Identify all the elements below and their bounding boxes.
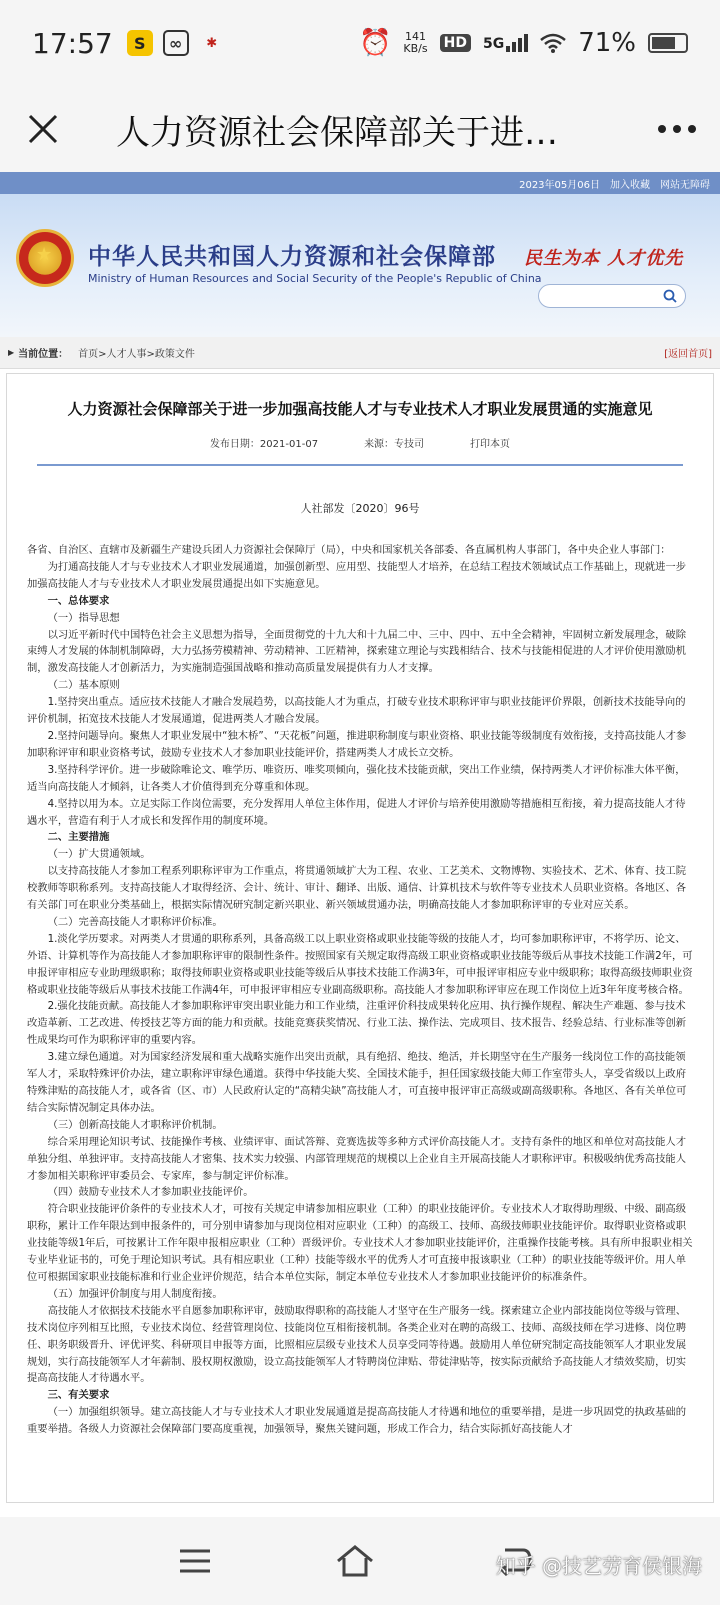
alarm-icon: ⏰	[359, 28, 392, 58]
app-notification-icon: S	[127, 30, 153, 56]
back-home-link[interactable]: [返回首页]	[664, 349, 712, 360]
national-emblem-icon: ★	[16, 229, 74, 287]
more-icon	[657, 124, 697, 134]
web-content	[0, 172, 720, 1517]
home-icon	[335, 1544, 375, 1578]
status-indicators	[359, 28, 688, 58]
article-paragraph: 综合采用理论知识考试、技能操作考核、业绩评审、面试答辩、竞赛选拔等多种方式评价高技能人才。支持有条件的地区和单位对高技能人才单独分组、单独评审。支持高技能人才密集、技术实力较强、内部管理规范的规模以上企业自主开展高技能人才职称评审。积极吸纳优秀高技能人才参加相关职称评审委员会、专家库，参与制定评价标准。	[27, 1135, 686, 1182]
article-title: 人力资源社会保障部关于进一步加强高技能人才与专业技术人才职业发展贯通的实施意见	[67, 400, 653, 418]
article-meta	[37, 435, 683, 466]
app-notification-icon-2: ∞	[163, 30, 189, 56]
article-paragraph: 以支持高技能人才参加工程系列职称评审为工作重点，将贯通领域扩大为工程、农业、工艺美术、文物博物、实验技术、艺术、体育、技工院校教师等职称系列。支持高技能人才取得经济、会计、统计、审计、翻译、出版、通信、计算机技术与软件等专业技术人员职业资格。各地区、各有关部门可在职业分类基础上，根据实际情况研究制定新兴职业、新兴领域贯通办法，明确高技能人才参加职称评审的专业对应关系。	[27, 865, 686, 912]
article-paragraph: （一）加强组织领导。建立高技能人才与专业技术人才职业发展通道是提高高技能人才待遇和地位的重要举措，是进一步巩固党的执政基础的重要举措。各级人力资源社会保障部门要高度重视，加强领导，聚焦关键问题，形成工作合力，结合实际抓好高技能人才	[27, 1406, 686, 1436]
article-body	[27, 542, 693, 1438]
article-paragraph: 4.坚持以用为本。立足实际工作岗位需要，充分发挥用人单位主体作用，促进人才评价与培养使用激励等措施相互衔接，着力提高技能人才待遇水平，营造有利于人才成长和发挥作用的制度环境。	[27, 797, 686, 827]
battery-fill	[652, 37, 675, 49]
page-title: 人力资源社会保障部关于进…	[116, 112, 558, 153]
close-button[interactable]	[0, 86, 86, 172]
article-paragraph: 2.强化技能贡献。高技能人才参加职称评审突出职业能力和工作业绩，注重评价科技成果转化应用、执行操作规程、解决生产难题、参与技术改造革新、工艺改进、传授技艺等方面的能力和贡献。技能竞赛获奖情况、行业工法、操作法、完成项目、技术报告、经验总结、行业标准等创新性成果均可作为职称评审的重要内容。	[27, 1000, 686, 1047]
app-notification-icon-3: ✱	[206, 35, 218, 51]
site-search-input[interactable]	[538, 284, 686, 308]
menu-icon	[178, 1548, 212, 1574]
article-source: 来源：专技司	[364, 439, 425, 450]
article-paragraph: （一）扩大贯通领域。	[47, 848, 151, 861]
location-bar	[0, 337, 720, 369]
hd-badge: HD	[440, 34, 471, 52]
site-top-strip	[0, 172, 720, 194]
article-paragraph: 以习近平新时代中国特色社会主义思想为指导，全面贯彻党的十九大和十九届二中、三中、四中、五中全会精神，牢固树立新发展理念，破除束缚人才发展的体制机制障碍，大力弘扬劳模精神、劳动精神、工匠精神，探索建立理论与实践相结合、技术与技能相促进的人才评价使用激励机制，激发高技能人才创新活力，为实施制造强国战略和推动高质量发展提供有力人才支撑。	[27, 628, 686, 675]
article-paragraph: 符合职业技能评价条件的专业技术人才，可按有关规定申请参加相应职业（工种）的职业技能评价。专业技术人才取得助理级、中级、副高级职称，累计工作年限达到申报条件的，可分别申请参加与现岗位相对应职业（工种）的高级工、技师、高级技师职业技能评价。取得职业资格或职业技能等级1年后，可按累计工作年限申报相应职业（工种）晋级评价。专业技术人才参加职业技能评价，注重操作技能考核。具有所申报职业相关专业毕业证书的，可免于理论知识考试。具有相应职业（工种）技能等级水平的优秀人才可直接申报该职业（工种）的职业技能等级评价。用人单位可根据国家职业技能标准和行业企业评价规范，结合本单位实际，制定本单位专业技术人才参加职业技能评价的标准条件。	[27, 1203, 693, 1283]
site-banner	[0, 194, 720, 337]
article-paragraph: 2.坚持问题导向。聚焦人才职业发展中“独木桥”、“天花板”问题，推进职称制度与职业资格、职业技能等级制度有效衔接，支持高技能人才参加职称评审和职业资格考试，鼓励专业技术人才参加职业技能评价，搭建两类人才成长立交桥。	[27, 729, 687, 759]
signal-icon	[483, 34, 528, 52]
home-button[interactable]	[275, 1517, 435, 1605]
article	[6, 373, 714, 1503]
site-name-en: Ministry of Human Resources and Social Security of the People's Republic of China	[88, 272, 542, 285]
breadcrumb[interactable]: 首页>人才人事>政策文件	[78, 349, 195, 360]
article-paragraph: 1.坚持突出重点。适应技术技能人才融合发展趋势，以高技能人才为重点，打破专业技术职称评审与职业技能评价界限，创新技术技能导向的评价机制，拓宽技术技能人才发展通道，促进两类人才融合发展。	[27, 696, 686, 726]
title-bar	[0, 86, 720, 172]
article-paragraph: 1.淡化学历要求。对两类人才贯通的职称系列，具备高级工以上职业资格或职业技能等级的技能人才，均可参加职称评审，不将学历、论文、外语、计算机等作为高技能人才参加职称评审的限制性条件。按照国家有关规定取得高级工职业资格或职业技能等级后从事技术技能工作满2年，可申报评审相应专业助理级职称；取得技师职业资格或职业技能等级后从事技术技能工作满3年，可申报评审相应专业中级职称；取得高级技师职业资格或职业技能等级后从事技术技能工作满4年，可申报评审相应专业副高级职称。高技能人才参加职称评审应在现工作岗位上近3年年度考核合格。	[27, 932, 693, 996]
article-paragraph: 三、有关要求	[47, 1389, 110, 1402]
wifi-icon	[540, 33, 566, 53]
article-paragraph: （三）创新高技能人才职称评价机制。	[47, 1118, 223, 1131]
article-paragraph: 二、主要措施	[47, 831, 110, 844]
more-button[interactable]	[634, 86, 720, 172]
site-name-cn: 中华人民共和国人力资源和社会保障部	[88, 244, 496, 270]
accessibility-link[interactable]: 网站无障碍	[660, 179, 710, 191]
status-bar	[0, 0, 720, 86]
search-icon[interactable]	[663, 289, 677, 303]
menu-button[interactable]	[115, 1517, 275, 1605]
net-speed-value: 141	[405, 30, 427, 43]
document-number: 人社部发〔2020〕96号	[300, 502, 420, 515]
net-speed	[403, 31, 427, 55]
article-paragraph: （四）鼓励专业技术人才参加职业技能评价。	[47, 1186, 254, 1199]
close-icon	[27, 113, 59, 145]
article-paragraph: （二）完善高技能人才职称评价标准。	[47, 915, 223, 928]
location-arrow-icon: ▶	[8, 348, 15, 357]
article-paragraph: 各省、自治区、直辖市及新疆生产建设兵团人力资源社会保障厅（局），中央和国家机关各部委、各直属机构人事部门，各中央企业人事部门：	[27, 544, 671, 556]
article-paragraph: 为打通高技能人才与专业技术人才职业发展通道，加强创新型、应用型、技能型人才培养，在总结工程技术领域试点工作基础上，现就进一步加强高技能人才与专业技术人才职业发展贯通提出如下实施意见。	[27, 560, 686, 590]
add-favorite-link[interactable]: 加入收藏	[610, 179, 650, 191]
battery-icon	[648, 33, 688, 53]
watermark: 知乎 @技艺劳育侯银海	[495, 1554, 702, 1578]
site-slogan: 民生为本 人才优先	[524, 248, 684, 269]
battery-percent: 71%	[578, 28, 636, 58]
article-paragraph: 高技能人才依据技术技能水平自愿参加职称评审，鼓励取得职称的高技能人才坚守在生产服务一线。探索建立企业内部技能岗位等级与管理、技术岗位序列相互比照，专业技术岗位、经营管理岗位、技能岗位互相衔接机制。各类企业对在聘的高级工、技师、高级技师在学习进修、岗位聘任、职务职级晋升、评优评奖、科研项目申报等方面，比照相应层级专业技术人员享受同等待遇。鼓励用人单位研究制定高技能领军人才职业发展规划，实行高技能领军人才年薪制、股权期权激励，设立高技能领军人才特聘岗位津贴、带徒津贴等，按实际贡献给予高技能人才绩效奖励，切实提高高技能人才待遇水平。	[27, 1304, 686, 1385]
signal-label: 5G	[482, 36, 505, 52]
net-speed-unit: KB/s	[403, 42, 428, 55]
article-paragraph: 3.建立绿色通道。对为国家经济发展和重大战略实施作出突出贡献，具有绝招、绝技、绝活，并长期坚守在生产服务一线岗位工作的高技能领军人才，采取特殊评价办法，建立职称评审绿色通道。获得中华技能大奖、全国技术能手，担任国家级技能大师工作室带头人，享受省级以上政府特殊津贴的高技能人才，或各省（区、市）人民政府认定的“高精尖缺”高技能人才，可直接申报评审正高级或副高级职称。各地区、各有关单位可结合实际情况制定具体办法。	[27, 1051, 687, 1114]
site-date: 2023年05月06日	[519, 179, 600, 191]
article-paragraph: （二）基本原则	[47, 679, 120, 692]
article-paragraph: 3.坚持科学评价。进一步破除唯论文、唯学历、唯资历、唯奖项倾向，强化技术技能贡献，突出工作业绩，保持两类人才评价标准大体平衡，适当向高技能人才倾斜，让各类人才价值得到充分尊重和体现。	[27, 763, 686, 793]
article-paragraph: （五）加强评价制度与用人制度衔接。	[47, 1287, 223, 1300]
publish-date: 发布日期：2021-01-07	[209, 439, 319, 450]
article-paragraph: 一、总体要求	[47, 594, 110, 607]
location-label: 当前位置：	[18, 349, 69, 360]
status-time: 17:57	[32, 26, 113, 60]
print-link[interactable]: 打印本页	[470, 439, 511, 450]
article-paragraph: （一）指导思想	[47, 611, 120, 624]
